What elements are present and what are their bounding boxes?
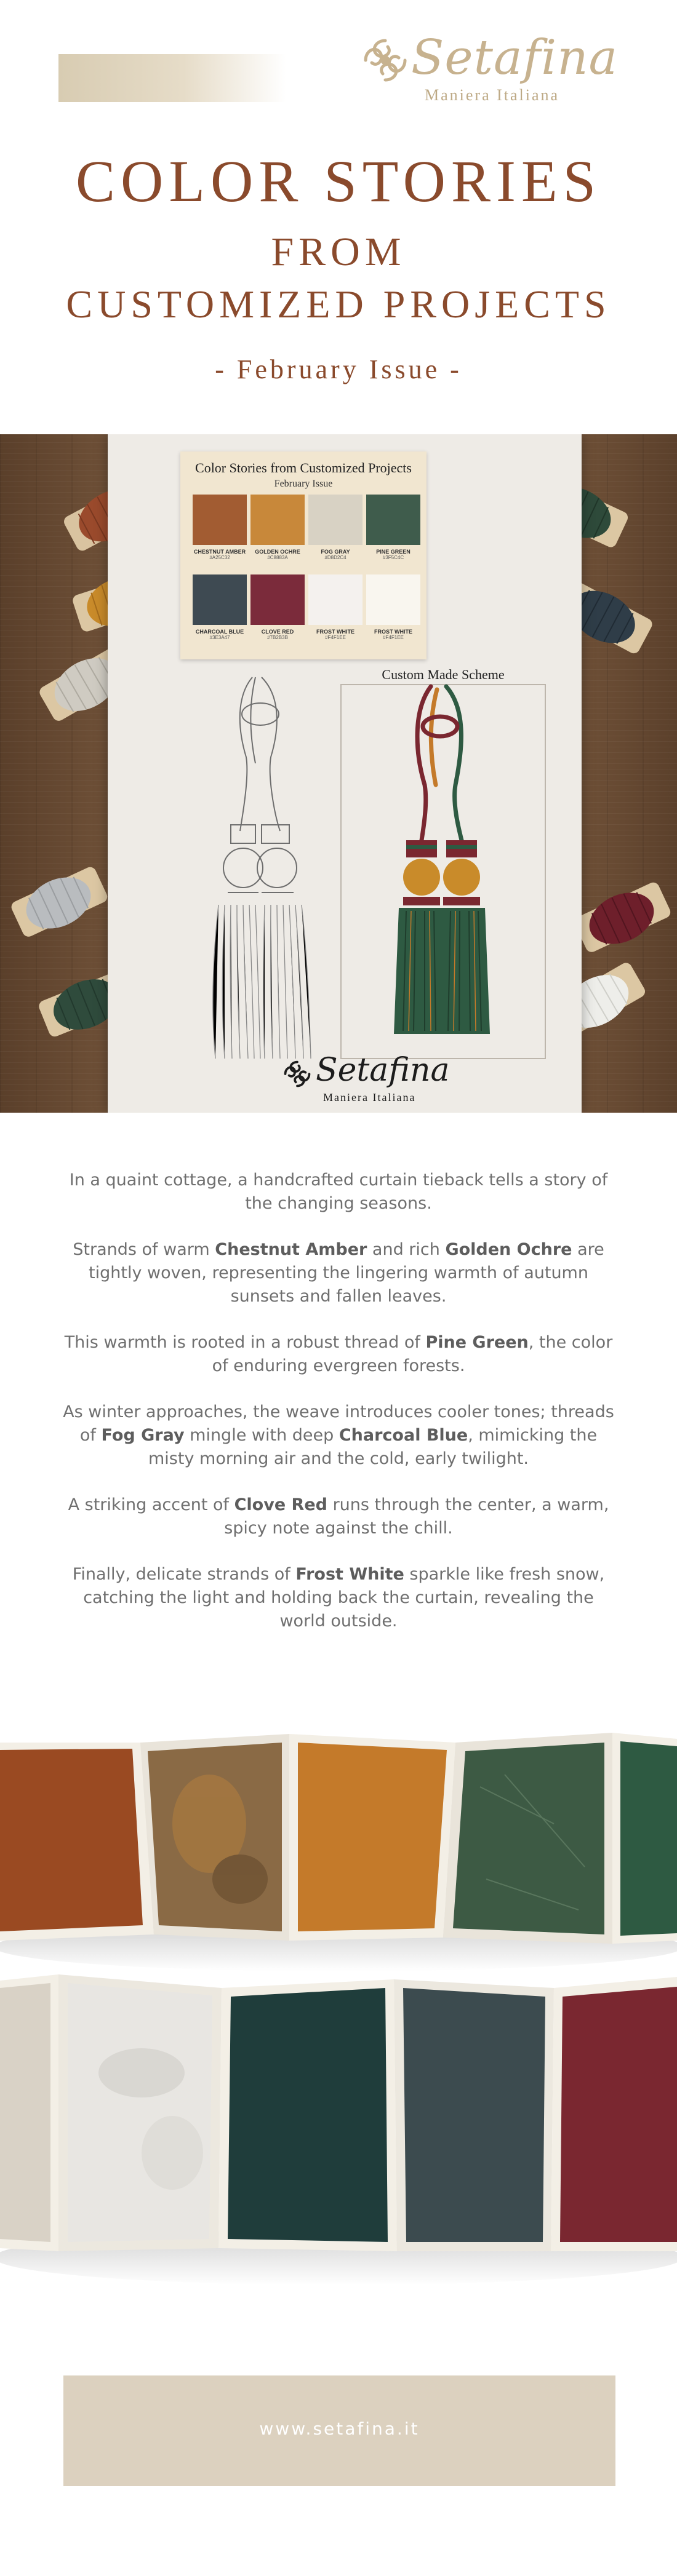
swatch-color (308, 574, 363, 625)
swatch-color (250, 574, 305, 625)
swatch (366, 574, 420, 640)
accordion-palette-warm (0, 1725, 677, 1984)
sheet-brand-name: Setafina (316, 1052, 450, 1089)
story-text (62, 1169, 615, 1656)
swatch-color (250, 495, 305, 545)
sheet-logo (280, 1052, 465, 1111)
spool-silver (6, 859, 111, 951)
panel-mist (68, 1983, 212, 2242)
swatch-name: GOLDEN OCHRE (255, 549, 300, 555)
color-card (180, 451, 427, 659)
story-paragraph: Strands of warm Chestnut Amber and rich Golden Ochre are tightly woven, representing the lingering warmth of autumn sunsets and fallen leaves. (73, 1240, 604, 1306)
header (0, 0, 677, 431)
color-name: Frost White (295, 1565, 404, 1584)
panel-clove-red (560, 1987, 677, 2242)
panel-pine-green (620, 1741, 677, 1936)
sketch-tassel-illustration (194, 671, 329, 1065)
decorative-gold-bar (58, 54, 286, 102)
colored-tassel-illustration (369, 680, 517, 1049)
swatch (193, 495, 247, 560)
card-subtitle: February Issue (274, 479, 333, 489)
panel-pine-photo (453, 1743, 604, 1934)
swatch-hex: #C8883A (267, 555, 288, 560)
swatch-color (308, 495, 363, 545)
story-paragraph: Finally, delicate strands of Frost White sparkle like fresh snow, catching the light and holding back the curtain, revealing the world outside. (72, 1565, 605, 1631)
swatch-hex: #A25C32 (209, 555, 230, 560)
sheet-brand-tagline: Maniera Italiana (323, 1091, 416, 1103)
scheme-label: Custom Made Scheme (382, 667, 505, 682)
accordion-palette-cool (0, 1968, 677, 2288)
story-paragraph: As winter approaches, the weave introduces cooler tones; threads of Fog Gray mingle with deep Charcoal Blue, mimicking the misty morning air and the cold, early twilight. (63, 1402, 614, 1468)
swatch-name: CHARCOAL BLUE (195, 629, 244, 635)
panel-ochre (298, 1743, 447, 1931)
story-paragraph: This warmth is rooted in a robust thread of Pine Green, the color of enduring evergreen forests. (64, 1333, 613, 1375)
swatch-name: FOG GRAY (321, 549, 350, 555)
hero-photo (0, 434, 677, 1113)
swatch-color (366, 574, 420, 625)
swatch-hex: #F4F1EE (383, 635, 404, 640)
page-title-line-3: CUSTOMIZED PROJECTS (66, 282, 611, 326)
flourish-icon (280, 1057, 314, 1091)
swatch-hex: #D8D2C4 (324, 555, 347, 560)
swatch-color (366, 495, 420, 545)
swatch-name: CHESTNUT AMBER (193, 549, 246, 555)
footer (63, 2375, 615, 2486)
page-title-line-1: COLOR STORIES (75, 148, 601, 214)
website-link[interactable]: www.setafina.it (259, 2419, 420, 2439)
panel-slate (403, 1988, 545, 2242)
design-sheet (108, 434, 582, 1113)
spool-clove-red (569, 874, 674, 966)
swatch (250, 574, 305, 640)
brand-logo[interactable] (357, 27, 618, 107)
swatch (193, 574, 247, 640)
swatch-hex: #3F5C4C (382, 555, 404, 560)
panel-fog-gray (0, 1983, 50, 2242)
color-name: Fog Gray (101, 1426, 185, 1445)
card-title: Color Stories from Customized Projects (195, 460, 412, 475)
color-name: Clove Red (234, 1495, 327, 1514)
swatch-name: FROST WHITE (374, 629, 412, 635)
swatch-name: CLOVE RED (261, 629, 294, 635)
color-name: Pine Green (425, 1333, 529, 1352)
swatch (308, 574, 363, 640)
swatch (250, 495, 305, 560)
swatch-name: FROST WHITE (316, 629, 355, 635)
page-title-line-2: FROM (271, 229, 406, 274)
swatch-hex: #F4F1EE (325, 635, 346, 640)
color-name: Golden Ochre (445, 1240, 572, 1259)
brand-name: Setafina (411, 30, 618, 85)
swatch (308, 495, 363, 560)
swatch-color (193, 574, 247, 625)
swatch-hex: #7B2B3B (267, 635, 288, 640)
color-name: Chestnut Amber (215, 1240, 367, 1259)
story-paragraph: In a quaint cottage, a handcrafted curtain tieback tells a story of the changing seasons. (69, 1171, 608, 1213)
story-paragraph: A striking accent of Clove Red runs through the center, a warm, spicy note against the chill. (68, 1495, 609, 1538)
swatch-color (193, 495, 247, 545)
flourish-icon (357, 32, 414, 89)
brand-tagline: Maniera Italiana (425, 86, 560, 104)
issue-subtitle: - February Issue - (215, 354, 462, 384)
swatch-hex: #3E3A47 (209, 635, 230, 640)
swatch-name: PINE GREEN (376, 549, 411, 555)
color-name: Charcoal Blue (338, 1426, 468, 1445)
panel-chestnut (0, 1749, 143, 1931)
panel-teal-dark (228, 1988, 388, 2242)
swatch (366, 495, 420, 560)
